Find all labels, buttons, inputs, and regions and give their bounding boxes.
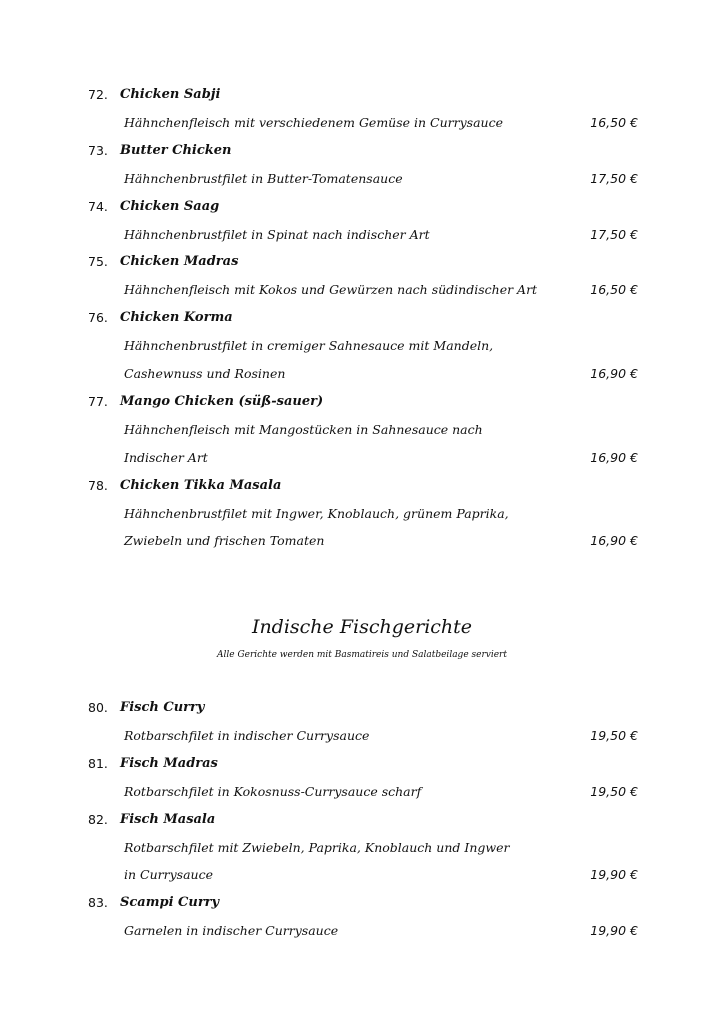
item-name: Scampi Curry [120, 895, 220, 911]
item-description: Hähnchenbrustfilet in Butter-Tomatensauce [124, 170, 403, 186]
item-number: 82. [88, 811, 108, 827]
item-price: 19,90 € [590, 867, 638, 883]
item-number: 72. [88, 87, 108, 102]
item-description: Hähnchenbrustfilet in Spinat nach indischer Art [124, 226, 430, 242]
item-description: Hähnchenbrustfilet mit Ingwer, Knoblauch, grünem Paprika, [124, 505, 509, 521]
item-name: Fisch Madras [120, 755, 218, 771]
item-name: Chicken Madras [120, 254, 239, 270]
item-name: Fisch Masala [120, 811, 216, 827]
item-description: Rotbarschfilet in Kokosnuss-Currysauce scharf [124, 783, 422, 799]
item-price: 17,50 € [590, 226, 638, 242]
item-description: Zwiebeln und frischen Tomaten [124, 533, 325, 549]
item-name: Butter Chicken [120, 142, 232, 158]
item-description: Cashewnuss und Rosinen [124, 366, 286, 381]
item-number: 77. [88, 393, 108, 409]
item-number: 75. [88, 254, 108, 270]
item-name: Chicken Tikka Masala [120, 477, 282, 493]
section-heading: Indische Fischgerichte [251, 616, 473, 638]
item-description: Garnelen in indischer Currysauce [124, 923, 339, 939]
item-name: Chicken Saag [120, 198, 220, 214]
item-name: Fisch Curry [120, 700, 205, 715]
item-description: Hähnchenbrustfilet in cremiger Sahnesauce mit Mandeln, [124, 338, 494, 354]
item-price: 16,50 € [590, 282, 638, 298]
item-price: 16,90 € [590, 533, 638, 549]
item-price: 19,90 € [590, 923, 638, 939]
item-price: 19,50 € [590, 727, 638, 743]
item-number: 78. [88, 477, 108, 493]
item-description: Rotbarschfilet in indischer Currysauce [124, 727, 370, 743]
item-price: 16,90 € [590, 366, 638, 381]
item-description: Indischer Art [124, 449, 208, 465]
item-number: 83. [88, 895, 108, 911]
item-number: 73. [88, 142, 108, 158]
section-subtitle: Alle Gerichte werden mit Basmatireis und Salatbeilage serviert [217, 650, 507, 660]
item-number: 80. [88, 700, 108, 715]
item-price: 17,50 € [590, 170, 638, 186]
item-description: Hähnchenfleisch mit verschiedenem Gemüse in Currysauce [124, 114, 503, 130]
item-description: in Currysauce [124, 867, 213, 883]
item-price: 19,50 € [590, 783, 638, 799]
item-description: Hähnchenfleisch mit Mangostücken in Sahnesauce nach [124, 421, 483, 437]
item-description: Rotbarschfilet mit Zwiebeln, Paprika, Knoblauch und Ingwer [124, 839, 510, 855]
item-description: Hähnchenfleisch mit Kokos und Gewürzen nach südindischer Art [124, 282, 538, 298]
item-number: 74. [88, 198, 108, 214]
item-name: Mango Chicken (süß-sauer) [120, 393, 324, 409]
item-name: Chicken Sabji [120, 87, 221, 102]
item-price: 16,50 € [590, 114, 638, 130]
item-number: 81. [88, 755, 108, 771]
item-number: 76. [88, 310, 108, 326]
item-price: 16,90 € [590, 449, 638, 465]
item-name: Chicken Korma [120, 310, 233, 326]
